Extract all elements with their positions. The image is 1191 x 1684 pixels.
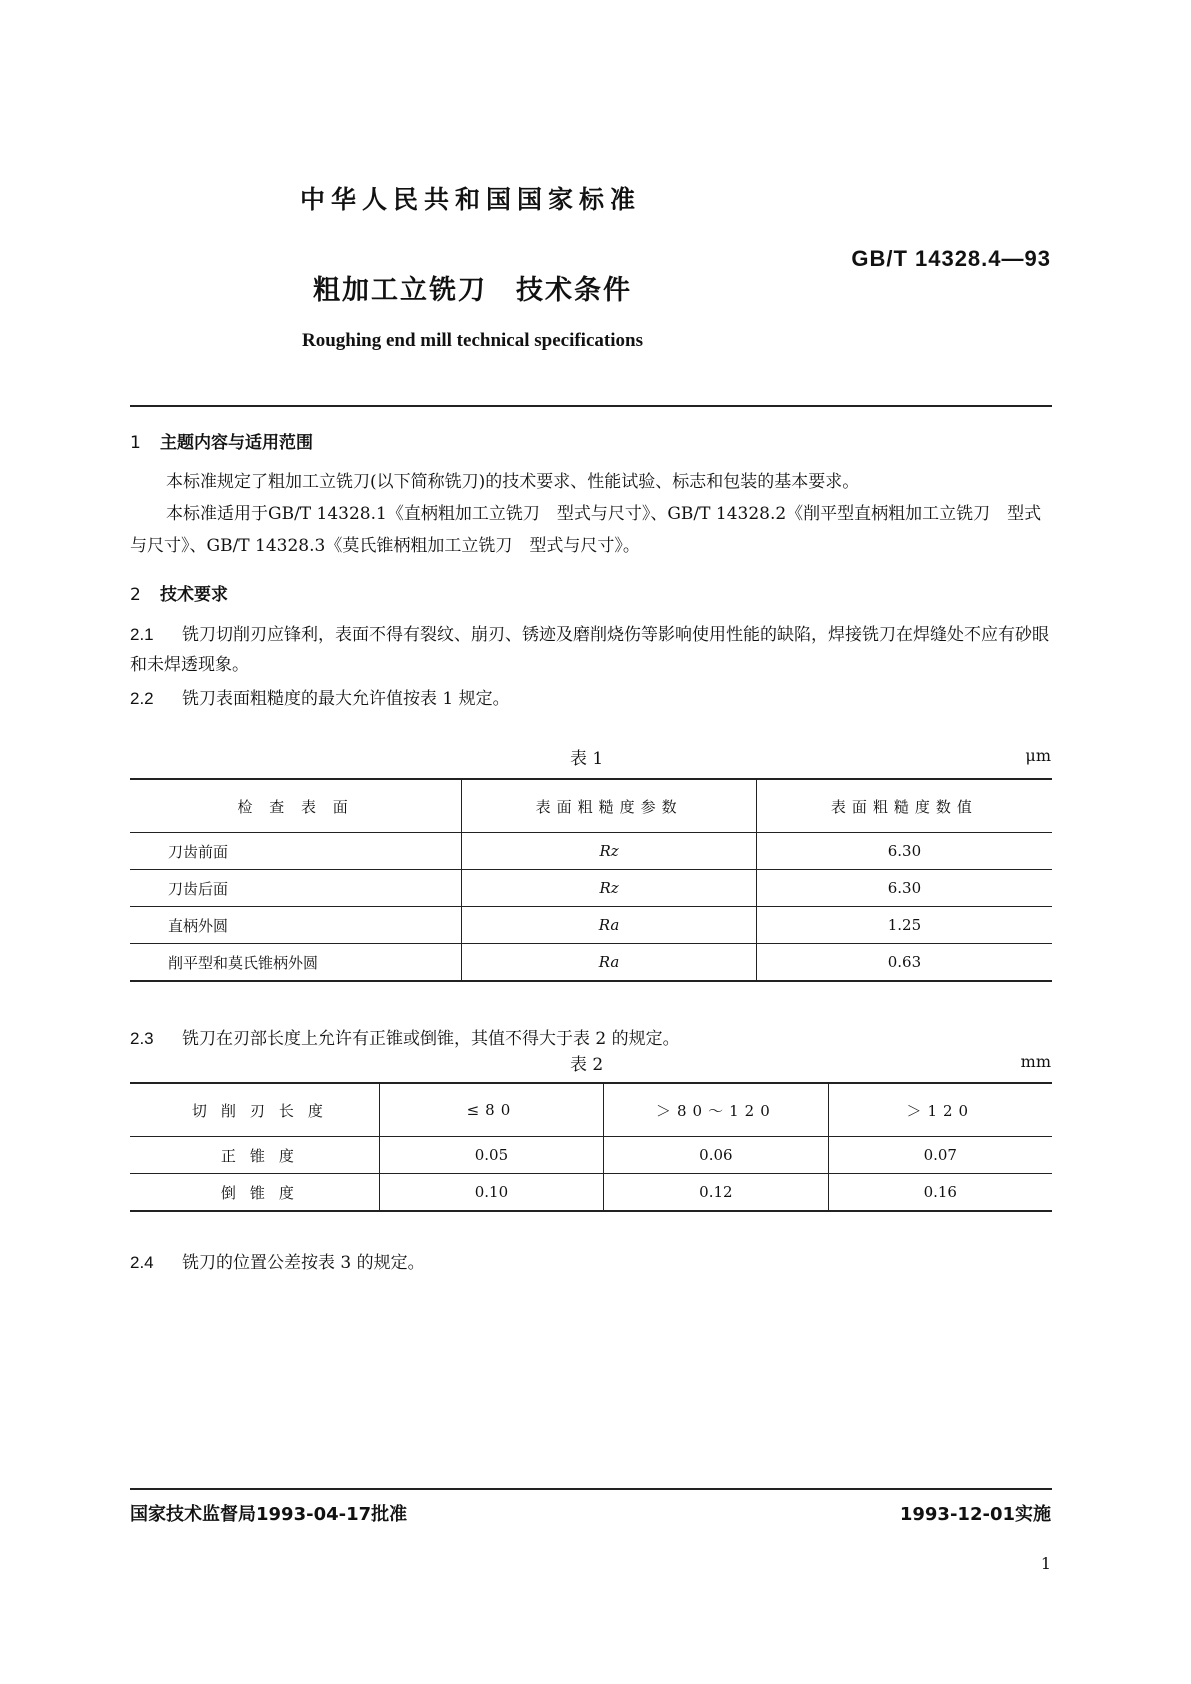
clause-2-2-text: 铣刀表面粗糙度的最大允许值按表 1 规定。 [182,689,510,709]
clause-2-1 [130,620,1052,680]
clause-2-4 [130,1248,1052,1278]
table-1-header-cell: 表面粗糙度参数 [462,779,757,833]
clause-2-3-text: 铣刀在刃部长度上允许有正锥或倒锥，其值不得大于表 2 的规定。 [182,1029,680,1049]
clause-2-4-text: 铣刀的位置公差按表 3 的规定。 [182,1253,425,1273]
clause-2-1-number: 2.1 [130,625,154,644]
table-cell: 削平型和莫氏锥柄外圆 [130,944,462,982]
table-1-caption: 表 1 [570,749,604,769]
section-2-title: 技术要求 [160,585,228,605]
clause-2-2-number: 2.2 [130,689,154,708]
section-1-paragraph-1: 本标准规定了粗加工立铣刀(以下简称铣刀)的技术要求、性能试验、标志和包装的基本要求。 [166,472,860,492]
document-title: 粗加工立铣刀 技术条件 [313,275,632,306]
standard-type-heading: 中华人民共和国国家标准 [300,185,642,214]
table-cell: Rz [462,833,757,870]
table-cell: 倒锥度 [130,1174,379,1212]
table-cell: 1.25 [756,907,1052,944]
document-title-english: Roughing end mill technical specifications [302,330,643,351]
table-cell: 刀齿前面 [130,833,462,870]
table-cell: 直柄外圆 [130,907,462,944]
table-cell: 正锥度 [130,1137,379,1174]
section-2-heading [130,580,228,605]
table-cell: 0.63 [756,944,1052,982]
table-1-header-cell: 检 查 表 面 [130,779,462,833]
table-2-header-row [130,1083,1052,1137]
section-1-heading [130,428,313,453]
table-cell: Rz [462,870,757,907]
table-2-unit: mm [1020,1052,1051,1071]
table-2-header-cell: ＞80～120 [604,1083,828,1137]
section-1-paragraph-2: 本标准适用于GB/T 14328.1《直柄粗加工立铣刀 型式与尺寸》、GB/T 14328.2《削平型直柄粗加工立铣刀 型式与尺寸》、GB/T 14328.3《莫氏锥柄粗加工立铣刀 型式与尺寸》。 [130,504,1042,556]
table-cell: 0.05 [379,1137,604,1174]
table-2 [130,1082,1052,1212]
table-cell: 刀齿后面 [130,870,462,907]
table-cell: 0.16 [828,1174,1052,1212]
clause-2-4-number: 2.4 [130,1253,154,1272]
effective-date: 1993-12-01实施 [899,1504,1051,1525]
clause-2-3-number: 2.3 [130,1029,154,1048]
table-cell: Ra [462,907,757,944]
table-cell: 0.10 [379,1174,604,1212]
section-2-number: 2 [130,585,141,605]
table-cell: 6.30 [756,870,1052,907]
header-divider [130,405,1052,407]
section-1-number: 1 [130,433,141,453]
table-2-header-cell: 切削刃长度 [130,1083,379,1137]
table-row [130,907,1052,944]
table-cell: 0.12 [604,1174,828,1212]
table-2-header-cell: ＞120 [828,1083,1052,1137]
table-1-header-row [130,779,1052,833]
table-cell: 0.07 [828,1137,1052,1174]
standard-number: GB/T 14328.4—93 [851,246,1051,271]
table-cell: 6.30 [756,833,1052,870]
table-row [130,833,1052,870]
clause-2-2 [130,684,1052,714]
clause-2-1-text: 铣刀切削刃应锋利，表面不得有裂纹、崩刃、锈迹及磨削烧伤等影响使用性能的缺陷，焊接铣刀在焊缝处不应有砂眼和未焊透现象。 [130,625,1049,675]
table-2-caption: 表 2 [570,1055,604,1075]
table-cell: 0.06 [604,1137,828,1174]
table-1 [130,778,1052,982]
approval-date: 国家技术监督局1993-04-17批准 [130,1504,408,1525]
table-1-unit: μm [1025,746,1051,765]
table-2-header-cell: ≤80 [379,1083,604,1137]
footer-divider [130,1488,1052,1490]
table-row [130,944,1052,982]
table-row [130,1174,1052,1212]
table-row [130,1137,1052,1174]
page-number: 1 [1040,1554,1051,1573]
table-row [130,870,1052,907]
table-1-header-cell: 表面粗糙度数值 [756,779,1052,833]
section-1-title: 主题内容与适用范围 [160,433,313,453]
table-cell: Ra [462,944,757,982]
